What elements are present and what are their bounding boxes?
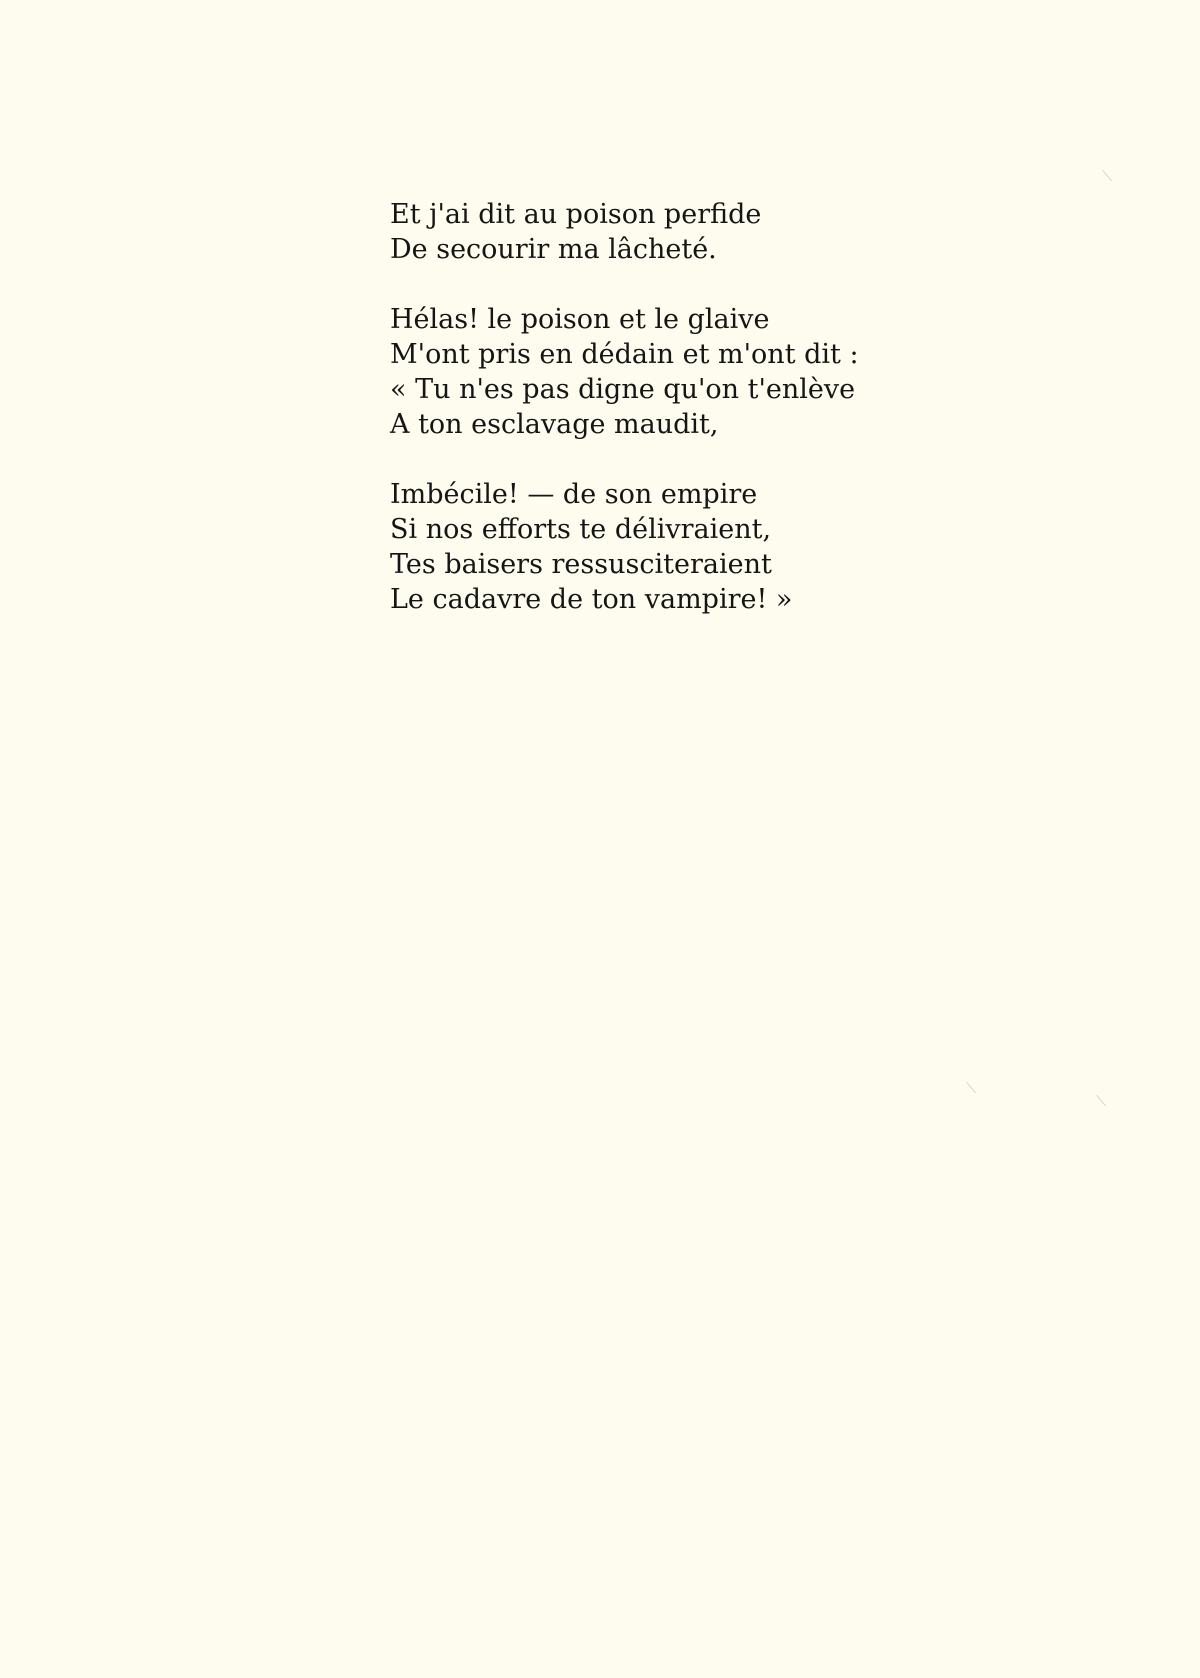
paper-speck	[1096, 1095, 1106, 1106]
stanza-1	[390, 197, 910, 267]
poem-line: M'ont pris en dédain et m'ont dit :	[390, 339, 859, 370]
poem-line: Hélas! le poison et le glaive	[390, 304, 770, 335]
poem-line: « Tu n'es pas digne qu'on t'enlève	[390, 374, 856, 405]
paper-speck	[1102, 170, 1112, 181]
poem-line: Le cadavre de ton vampire! »	[390, 584, 793, 615]
poem-line: Si nos efforts te délivraient,	[390, 514, 772, 545]
stanza-3	[390, 477, 910, 617]
poem-line: Et j'ai dit au poison perfide	[390, 199, 762, 230]
poem-line: Tes baisers ressusciteraient	[390, 549, 772, 580]
poem	[390, 197, 910, 617]
paper-speck	[966, 1082, 976, 1093]
poem-line: Imbécile! — de son empire	[390, 479, 758, 510]
poem-line: A ton esclavage maudit,	[390, 409, 719, 440]
poem-line: De secourir ma lâcheté.	[390, 234, 717, 265]
stanza-2	[390, 302, 910, 442]
